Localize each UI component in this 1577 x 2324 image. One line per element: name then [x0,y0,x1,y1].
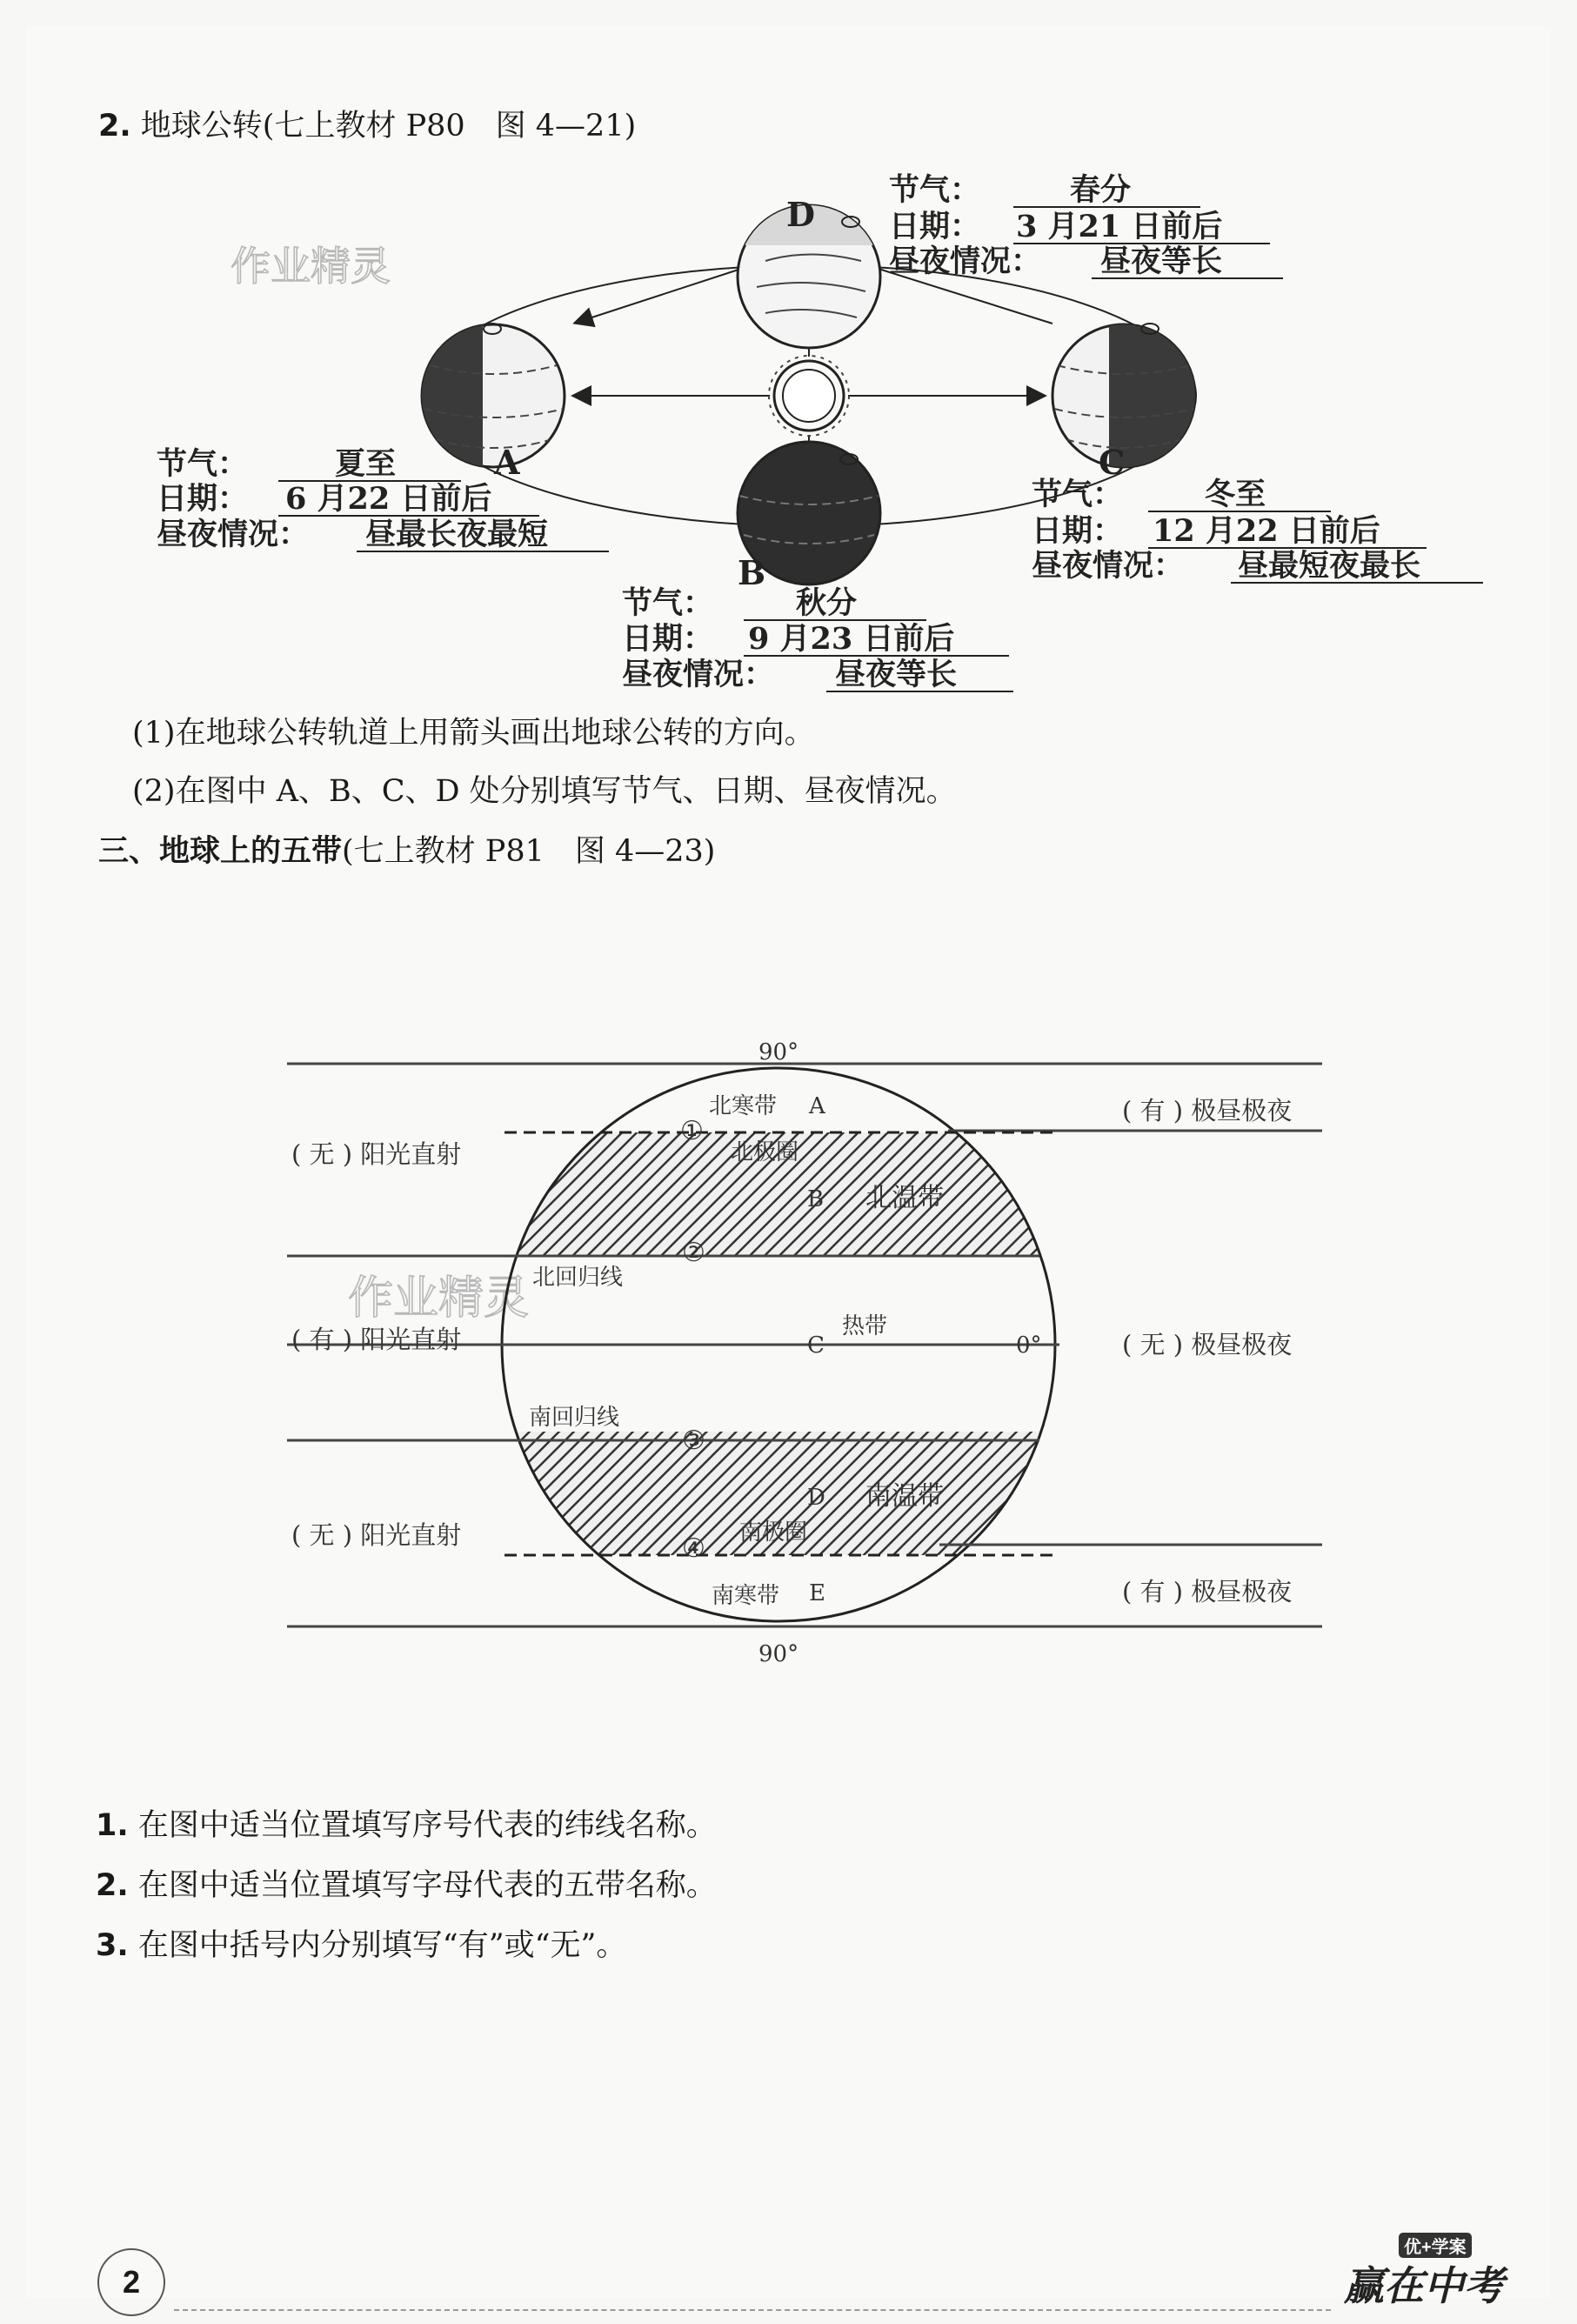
lat-90-top: 90° [758,1039,799,1065]
zone-south-temperate: 南温带 [865,1481,944,1512]
info-b-daynight: 昼夜等长 [835,657,958,692]
circle-num-4: ④ [682,1533,705,1564]
zone-north-frigid: 北寒带 [709,1093,778,1119]
letter-b: B [807,1186,825,1212]
info-a-daynight-label: 昼夜情况： [157,517,310,552]
sun-icon [769,356,849,436]
left-label-1: ( 无 ) 阳光直射 [291,1139,462,1169]
label-a: A [494,443,520,482]
info-d-daynight: 昼夜等长 [1100,244,1223,279]
info-d-date: 3 月21 日前后 [1016,209,1223,244]
info-b-daynight-label: 昼夜情况： [622,657,775,692]
info-a-daynight: 昼最长夜最短 [365,517,549,552]
letter-a: A [809,1093,825,1119]
zones-watermark: 作业精灵 [348,1272,530,1325]
task-1-text: 在图中适当位置填写序号代表的纬线名称。 [137,1808,717,1843]
info-d-daynight-label: 昼夜情况： [889,244,1042,279]
info-d-term-label: 节气： [889,172,981,208]
orbit-watermark: 作业精灵 [231,243,391,290]
task-3-text: 在图中括号内分别填写“有”或“无”。 [137,1928,627,1963]
circle-num-3: ③ [682,1426,705,1456]
lat-0: 0° [1016,1332,1042,1359]
info-c [1032,477,1483,584]
info-c-daynight: 昼最短夜最长 [1238,548,1421,584]
info-a-date-label: 日期： [157,481,249,517]
task-3-num: 3. [96,1928,129,1963]
zone-antarctic-circle: 南极圈 [739,1519,808,1546]
zone-tropic-capricorn: 南回归线 [529,1405,620,1431]
task-1 [96,1807,717,1844]
task-2-text: 在图中适当位置填写字母代表的五带名称。 [137,1868,717,1903]
task-2 [96,1867,717,1904]
label-c: C [1099,443,1126,482]
right-label-2: ( 无 ) 极昼极夜 [1122,1330,1293,1359]
question-1: (1)在地球公转轨道上用箭头画出地球公转的方向。 [132,716,815,751]
info-a-term-label: 节气： [157,446,249,482]
task-1-num: 1. [96,1808,129,1843]
task-2-num: 2. [96,1868,129,1903]
task-3 [96,1927,626,1964]
zone-tropical: 热带 [842,1313,888,1339]
section3-ref: (七上教材 P81 图 4—23) [342,834,716,869]
info-c-date-label: 日期： [1032,513,1124,549]
letter-d: D [807,1485,825,1511]
letter-c: C [807,1332,825,1359]
orbit-diagram [0,0,1577,713]
lat-90-bottom: 90° [758,1641,799,1667]
orbit-arrow-da [576,269,741,323]
circle-num-1: ① [680,1116,704,1146]
info-a-date: 6 月22 日前后 [285,481,492,517]
circle-num-2: ② [682,1238,705,1268]
info-c-term: 冬至 [1205,477,1266,512]
section2-number: 2. [98,109,131,144]
info-c-daynight-label: 昼夜情况： [1032,548,1185,584]
brand-tag: 优+学案 [1399,2233,1472,2258]
zone-south-frigid: 南寒带 [712,1583,780,1609]
info-b-term-label: 节气： [622,585,714,621]
info-c-term-label: 节气： [1032,477,1124,512]
info-d-term: 春分 [1070,172,1132,208]
info-a [157,446,609,552]
info-b-date-label: 日期： [622,621,714,657]
footer-divider [174,2309,1331,2311]
left-label-3: ( 无 ) 阳光直射 [291,1520,462,1550]
brand-logo: 赢在中考 [1344,2262,1504,2309]
label-d: D [786,195,815,234]
zone-north-temperate: 北温带 [865,1183,944,1213]
question-2: (2)在图中 A、B、C、D 处分别填写节气、日期、昼夜情况。 [132,774,957,809]
right-label-3: ( 有 ) 极昼极夜 [1122,1577,1293,1606]
section3-title [98,833,715,870]
zone-tropic-cancer: 北回归线 [532,1265,624,1291]
info-b-term: 秋分 [796,585,858,621]
page-number: 2 [97,2248,165,2316]
left-label-2: ( 有 ) 阳光直射 [291,1325,462,1354]
info-b-date: 9 月23 日前后 [748,621,955,657]
earth-a-icon [422,324,565,472]
letter-e: E [809,1580,825,1606]
zone-arctic-circle: 北极圈 [731,1139,799,1165]
right-label-1: ( 有 ) 极昼极夜 [1122,1096,1293,1125]
section3-head: 三、地球上的五带 [98,834,343,869]
info-d-date-label: 日期： [889,209,981,244]
info-c-date: 12 月22 日前后 [1153,513,1380,549]
info-b [622,585,1013,692]
label-b: B [738,553,766,592]
info-d [889,172,1283,279]
info-a-term: 夏至 [335,446,397,482]
section2-text: 地球公转(七上教材 P80 图 4—21) [140,109,637,144]
five-zones-diagram [0,1000,1577,1679]
